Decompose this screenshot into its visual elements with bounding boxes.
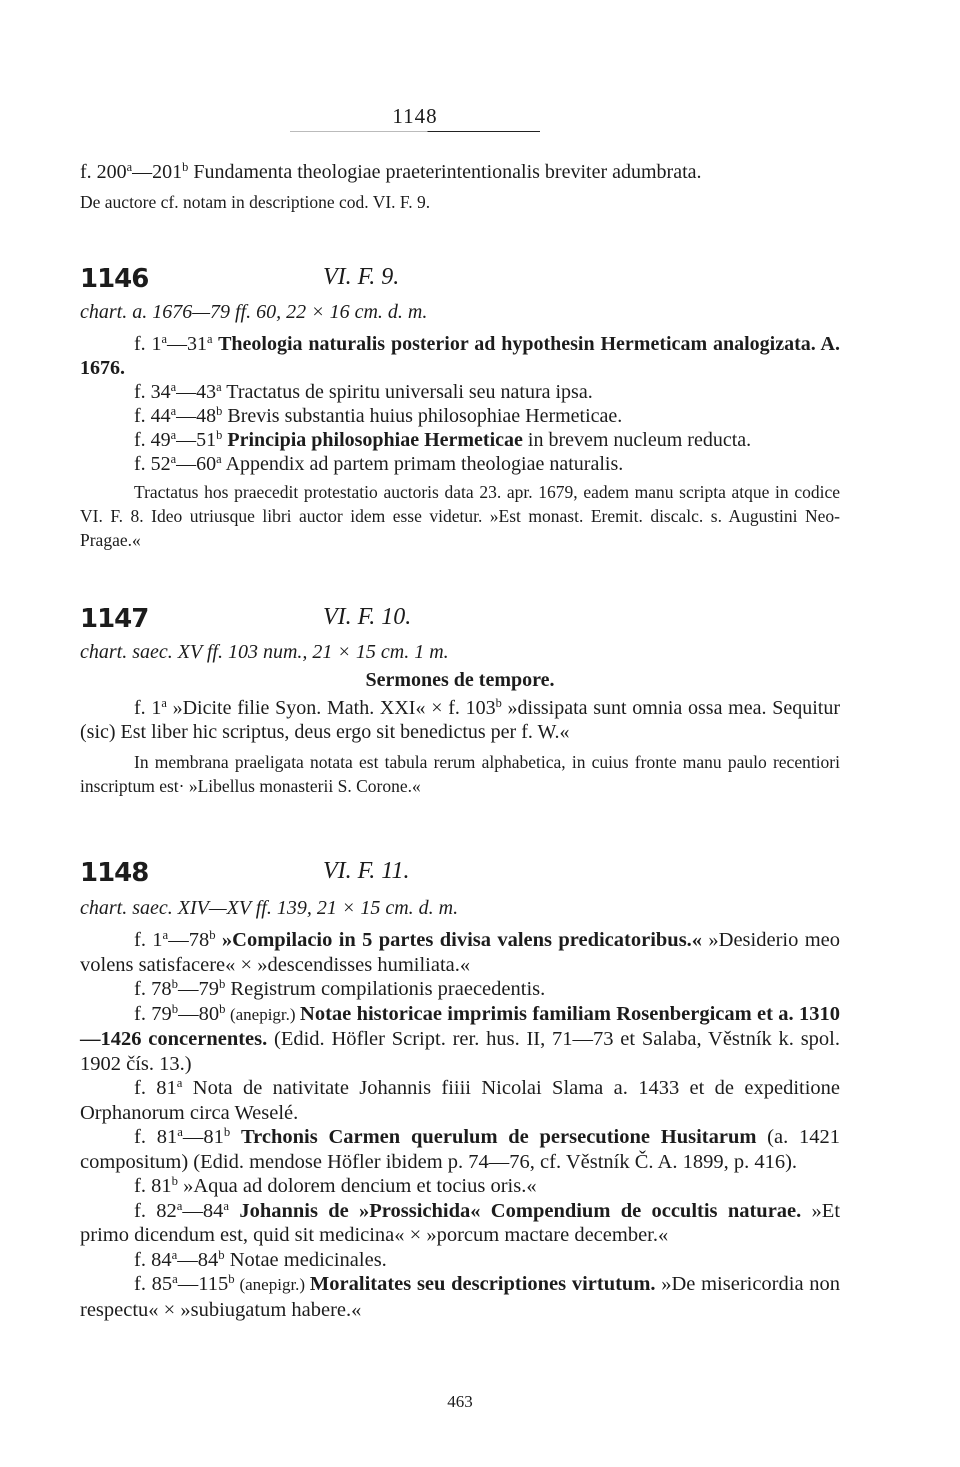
entry-number: 1148 (80, 858, 149, 888)
content-line: f. 49$^a$—51$^b$ Principia philosophiae Hermeticae in brevem nucleum reducta. (134, 428, 752, 451)
content-line: f. 44$^a$—48$^b$ Brevis substantia huius philosophiae Hermeticae. (134, 404, 623, 427)
physical-description: chart. saec. XIV—XV ff. 139, 21 × 15 cm. d. m. (80, 897, 459, 919)
top-paragraph-note: De auctore cf. notam in descriptione cod. VI. F. 9. (80, 192, 431, 212)
top-paragraph-text: f. 200$^a$—201$^b$ Fundamenta theologiae praeterintentionalis breviter adumbrata. (80, 160, 702, 183)
content-item: f. 81$^b$ »Aqua ad dolorem dencium et tocius oris.« (134, 1174, 537, 1197)
entry-signature: VI. F. 9. (323, 264, 400, 290)
entry-header (80, 858, 840, 894)
entry-note: Tractatus hos praecedit protestatio auctoris data 23. apr. 1679, eadem manu scripta atque in codice VI. F. 8. Ideo utriusque libri auctor idem esse videtur. »Est monast. Eremit. discalc. s. Augustini Neo-Pragae.« (80, 482, 840, 550)
content-line: f. 34$^a$—43$^a$ Tractatus de spiritu universali seu natura ipsa. (134, 380, 593, 403)
entry-signature: VI. F. 10. (323, 604, 412, 630)
content-item: f. 81$^a$ Nota de nativitate Johannis fiiii Nicolai Slama a. 1433 et de expeditione Orphanorum circa Weselé. (80, 1076, 841, 1124)
entry-number: 1146 (80, 264, 149, 294)
content-item: f. 85$^a$—115$^b$ (anepigr.) Moralitates seu descriptiones virtutum. »De misericordia non respectu« × »subiugatum habere.« (80, 1272, 841, 1321)
entry-header (80, 604, 840, 640)
content-item: f. 81$^a$—81$^b$ Trchonis Carmen querulum de persecutione Husitarum (a. 1421 compositum) (Edid. mendose Höfler ibidem p. 74—76, cf. Věstník Č. A. 1899, p. 416). (80, 1125, 840, 1173)
physical-description: chart. a. 1676—79 ff. 60, 22 × 16 cm. d. m. (80, 301, 428, 323)
entry-1147 (80, 604, 840, 798)
content-line: f. 1$^a$ »Dicite filie Syon. Math. XXI« × f. 103$^b$ »dissipata sunt omnia ossa mea. Sequitur (sic) Est liber hic scriptus, deus ergo sit benedictus per f. W.« (80, 696, 840, 743)
content-item: f. 84$^a$—84$^b$ Notae medicinales. (134, 1247, 387, 1271)
content-item: f. 82$^a$—84$^a$ Johannis de »Prossichida« Compendium de occultis naturae. »Et primo dicendum est, quid sit medicina« × »porcum mactare december.« (80, 1198, 841, 1246)
content-line: f. 52$^a$—60$^a$ Appendix ad partem primam theologiae naturalis. (134, 452, 624, 475)
physical-description: chart. saec. XV ff. 103 num., 21 × 15 cm. 1 m. (80, 641, 449, 663)
entry-signature: VI. F. 11. (323, 858, 410, 884)
running-head: 1148 (392, 104, 438, 128)
content-item: f. 78$^b$—79$^b$ Registrum compilationis praecedentis. (134, 977, 546, 1000)
entry-note: In membrana praeligata notata est tabula rerum alphabetica, in cuius fronte manu paulo recentiori inscriptum est· »Libellus monasterii S. Corone.« (80, 752, 840, 796)
content-line: f. 1$^a$—31$^a$ Theologia naturalis posterior ad hypothesin Hermeticam analogizata. A. 1676. (80, 332, 840, 379)
top-paragraph (80, 160, 840, 214)
content-item: f. 79$^b$—80$^b$ (anepigr.) Notae historicae imprimis familiam Rosenbergicam et a. 1310—1426 concernentes. (Edid. Höfler Script. rer. hus. II, 71—73 et Salaba, Věstník k. spol. 1902 čís. 13.) (80, 1001, 841, 1075)
content-item: f. 1$^a$—78$^b$ »Compilacio in 5 partes divisa valens predicatoribus.« »Desiderio meo volens satisfacere« × »descendisses humiliata.« (80, 928, 840, 976)
entry-1146 (80, 264, 840, 552)
entry-header (80, 264, 840, 300)
page-number: 463 (447, 1392, 473, 1411)
header-rule (290, 131, 540, 132)
entry-number: 1147 (80, 604, 149, 634)
entry-1148 (80, 858, 840, 1322)
entry-title: Sermones de tempore. (365, 669, 555, 691)
